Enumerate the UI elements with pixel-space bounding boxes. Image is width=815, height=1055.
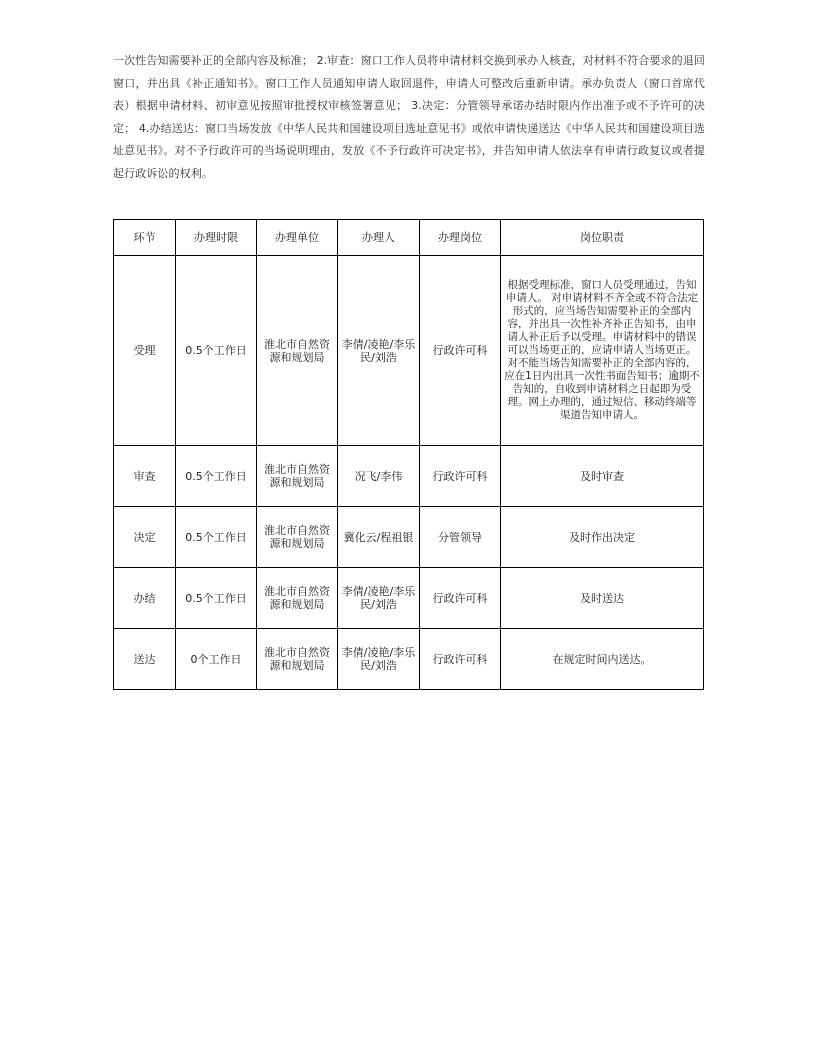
cell-unit: 淮北市自然资源和规划局	[257, 629, 338, 690]
cell-post: 分管领导	[420, 507, 501, 568]
cell-handler: 李倩/凌艳/李乐民/刘浩	[338, 568, 420, 629]
cell-time-limit: 0.5个工作日	[176, 446, 257, 507]
cell-unit: 淮北市自然资源和规划局	[257, 446, 338, 507]
cell-duty: 根据受理标准，窗口人员受理通过，告知申请人。 对申请材料不齐全或不符合法定形式的，应当场告知需要补正的全部内容，并出具一次性补齐补正告知书，由申请人补正后予以受理。申请材料中的错误可以当场更正的，应请申请人当场更正。对不能当场告知需要补正的全部内容的，应在1日内出具一次性书面告知书；逾期不告知的，自收到申请材料之日起即为受理。网上办理的，通过短信、移动终端等渠道告知申请人。	[501, 256, 704, 446]
cell-stage: 办结	[114, 568, 176, 629]
cell-post: 行政许可科	[420, 568, 501, 629]
header-duty: 岗位职责	[501, 220, 704, 256]
cell-handler: 况飞/李伟	[338, 446, 420, 507]
cell-time-limit: 0.5个工作日	[176, 568, 257, 629]
table-row	[114, 629, 704, 690]
table-row	[114, 568, 704, 629]
header-unit: 办理单位	[257, 220, 338, 256]
header-time-limit: 办理时限	[176, 220, 257, 256]
cell-handler: 李倩/凌艳/李乐民/刘浩	[338, 256, 420, 446]
cell-handler: 李倩/凌艳/李乐民/刘浩	[338, 629, 420, 690]
cell-duty: 及时作出决定	[501, 507, 704, 568]
header-handler: 办理人	[338, 220, 420, 256]
cell-stage: 受理	[114, 256, 176, 446]
table-row	[114, 256, 704, 446]
intro-paragraph: 一次性告知需要补正的全部内容及标准； 2.审查：窗口工作人员将申请材料交换到承办人核查，对材料不符合要求的退回窗口，并出具《补正通知书》。窗口工作人员通知申请人取回退件，申请人可整改后重新申请。承办负责人（窗口首席代表）根据申请材料、初审意见按照审批授权审核签署意见； 3.决定：分管领导承诺办结时限内作出准予或不予许可的决定； 4.办结送达：窗口当场发放《中华人民共和国建设项目选址意见书》或依申请快递送达《中华人民共和国建设项目选址意见书》。对不予行政许可的当场说明理由，发放《不予行政许可决定书》，并告知申请人依法享有申请行政复议或者提起行政诉讼的权利。	[113, 54, 705, 180]
process-table	[113, 219, 704, 690]
cell-stage: 送达	[114, 629, 176, 690]
cell-handler: 冀化云/程祖银	[338, 507, 420, 568]
header-stage: 环节	[114, 220, 176, 256]
cell-post: 行政许可科	[420, 446, 501, 507]
cell-time-limit: 0.5个工作日	[176, 507, 257, 568]
cell-time-limit: 0个工作日	[176, 629, 257, 690]
cell-duty: 及时送达	[501, 568, 704, 629]
cell-post: 行政许可科	[420, 256, 501, 446]
table-row	[114, 507, 704, 568]
cell-duty: 及时审查	[501, 446, 704, 507]
cell-time-limit: 0.5个工作日	[176, 256, 257, 446]
header-post: 办理岗位	[420, 220, 501, 256]
cell-unit: 淮北市自然资源和规划局	[257, 568, 338, 629]
cell-stage: 决定	[114, 507, 176, 568]
cell-unit: 淮北市自然资源和规划局	[257, 256, 338, 446]
cell-post: 行政许可科	[420, 629, 501, 690]
cell-duty: 在规定时间内送达。	[501, 629, 704, 690]
table-header-row	[114, 220, 704, 256]
cell-unit: 淮北市自然资源和规划局	[257, 507, 338, 568]
table-row	[114, 446, 704, 507]
cell-stage: 审查	[114, 446, 176, 507]
